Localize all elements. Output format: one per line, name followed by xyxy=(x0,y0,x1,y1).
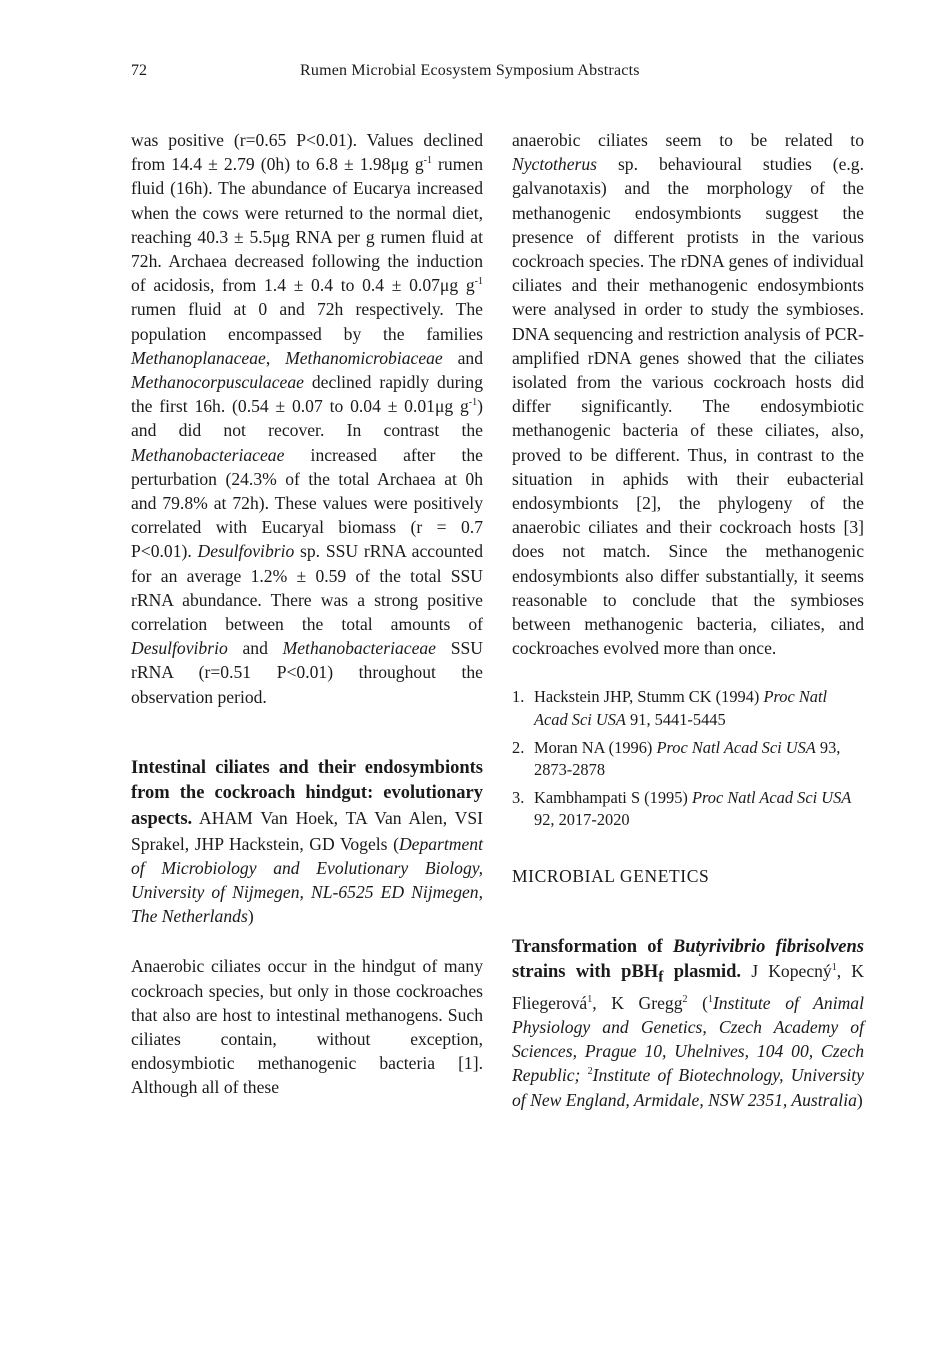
running-header xyxy=(0,62,930,88)
abstract-heading: Intestinal ciliates and their endosymbionts from the cockroach hindgut: evolutionary aspects. AHAM Van Hoek, TA Van Alen, VSI Sprakel, JHP Hackstein, GD Vogels (Department of Microbiology and Evolutionary Biology, University of Nijmegen, NL-6525 ED Nijmegen, The Netherlands) xyxy=(131,757,483,927)
reference-item: 3. Kambhampati S (1995) Proc Natl Acad Sci USA 92, 2017-2020 xyxy=(512,788,852,830)
reference-list xyxy=(512,686,864,831)
abstract-authors: J Kopecný$^1$, K Fliegerová$^1$, K Gregg$^2$ xyxy=(512,961,864,1013)
abstract-body: Anaerobic ciliates occur in the hindgut of many cockroach species, but only in those cockroaches that also are host to intestinal methanogens. Such ciliates contain, without exception, endosymbiotic methanogenic bacteria [1]. Although all of these xyxy=(131,956,483,1098)
left-column xyxy=(131,128,483,1100)
spacer xyxy=(512,838,864,864)
spacer xyxy=(512,660,864,686)
abstract-heading: Transformation of Butyrivibrio fibrisolvens strains with pBH$_f$ plasmid. J Kopecný$^1$, K Fliegerová$^1$, K Gregg$^2$ ($^1$Institute of Animal Physiology and Genetics, Czech Academy of Sciences, Prague 10, Uhelnives, 104 00, Czech Republic; $^2$Institute of Biotechnology, University of New England, Armidale, NSW 2351, Australia) xyxy=(512,936,865,1110)
section-heading: MICROBIAL GENETICS xyxy=(512,865,710,886)
reference-item: 2. Moran NA (1996) Proc Natl Acad Sci USA 93, 2873-2878 xyxy=(512,737,841,780)
abstract-affiliation: Institute of Animal Physiology and Genetics, Czech Academy of Sciences, Prague 10, Uhelnives, 104 00, Czech Republic; xyxy=(512,992,864,1086)
spacer xyxy=(131,928,483,954)
reference-item: 1. Hackstein JHP, Stumm CK (1994) Proc Natl Acad Sci USA 91, 5441-5445 xyxy=(512,687,828,729)
results-paragraph: was positive (r=0.65 P<0.01). Values declined from 14.4 ± 2.79 (0h) to 6.8 ± 1.98μg $g^{-1}$ rumen fluid (16h). The abundance of Eucarya increased when the cows were returned to the normal diet, reaching 40.3 ± 5.5μg RNA per g rumen fluid at 72h. Archaea decreased following the induction of acidosis, from 1.4 ± 0.4 to 0.4 ± 0.07μg $g^{-1}$ rumen fluid at 0 and 72h respectively. The population encompassed by the families Methanoplanaceae, Methanomicrobiaceae and Methanocorpusculaceae declined rapidly during the first 16h. (0.54 ± 0.07 to 0.04 ± 0.01μg $g^{-1}$) and did not recover. In contrast the Methanobacteriaceae increased after the perturbation (24.3% of the total Archaea at 0h and 79.8% at 72h). These values were positively correlated with Eucaryal biomass (r = 0.7 P<0.01). Desulfovibrio sp. SSU rRNA accounted for an average 1.2% ± 0.59 of the total SSU rRNA abundance. There was a strong positive correlation between the total amounts of Desulfovibrio and Methanobacteriaceae SSU rRNA (r=0.51 P<0.01) throughout the observation period. xyxy=(131,130,483,707)
abstract-title: Intestinal ciliates and their endosymbionts from the cockroach hindgut: evolutionary aspects. xyxy=(131,757,483,830)
spacer xyxy=(131,709,483,755)
running-title: Rumen Microbial Ecosystem Symposium Abstracts xyxy=(300,62,640,79)
abstract-affiliation: Department of Microbiology and Evolutionary Biology, University of Nijmegen, NL-6525 ED Nijmegen, The Netherlands xyxy=(131,833,483,927)
abstract-body-continued: anaerobic ciliates seem to be related to Nyctotherus sp. behavioural studies (e.g. galvanotaxis) and the morphology of the methanogenic endosymbionts suggest the presence of different protists in the various cockroach species. The rDNA genes of individual ciliates and their methanogenic endosymbionts were analysed in order to study the symbioses. DNA sequencing and restriction analysis of PCR-amplified rDNA genes showed that the ciliates isolated from the various cockroach hosts did differ significantly. The endosymbiotic methanogenic bacteria of these ciliates, also, proved to be different. Thus, in contrast to the situation in aphids with their eubacterial endosymbionts [2], the phylogeny of the anaerobic ciliates and their cockroach hosts [3] does not match. Since the methanogenic endosymbionts also differ substantially, it seems reasonable to conclude that the symbioses between methanogenic bacteria, ciliates, and cockroaches evolved more than once. xyxy=(512,130,864,659)
right-column xyxy=(512,128,864,1112)
spacer xyxy=(512,888,864,934)
abstract-affiliation: Institute of Biotechnology, University of New England, Armidale, NSW 2351, Australia xyxy=(512,1065,864,1110)
page-number: 72 xyxy=(131,62,147,79)
abstract-title: Transformation of Butyrivibrio fibrisolvens strains with pBH$_f$ plasmid. xyxy=(512,936,865,987)
abstract-authors: AHAM Van Hoek, TA Van Alen, VSI Sprakel, JHP Hackstein, GD Vogels ( xyxy=(131,808,483,854)
